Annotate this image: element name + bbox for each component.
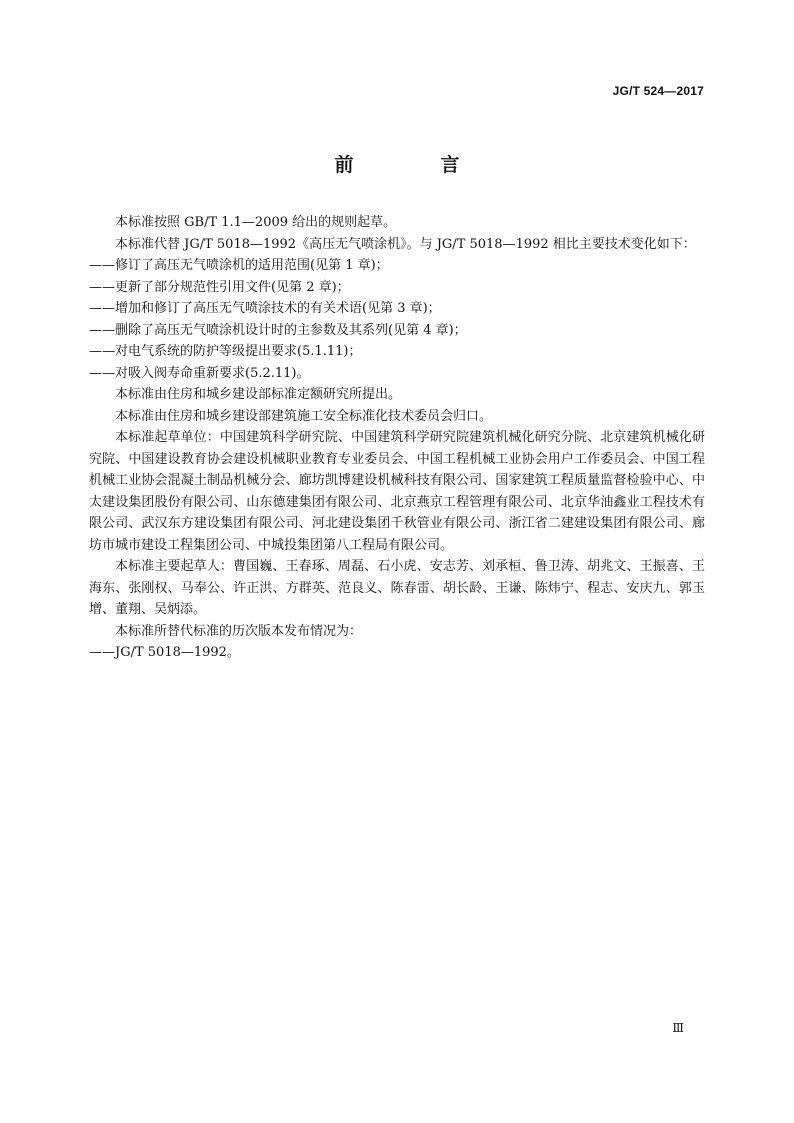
paragraph-drafting-units: 本标准起草单位：中国建筑科学研究院、中国建筑科学研究院建筑机械化研究分院、北京建筑机械化研究院、中国建设教育协会建设机械职业教育专业委员会、中国工程机械工业协会用户工作委员会、中国工程机械工业协会混凝土制品机械分会、廊坊凯博建设机械科技有限公司、国家建筑工程质量监督检验中心、中太建设集团股份有限公司、山东德建集团有限公司、北京燕京工程管理有限公司、北京华油鑫业工程技术有限公司、武汉东方建设集团有限公司、河北建设集团千秋管业有限公司、浙江省二建建设集团有限公司、廊坊市城市建设工程集团公司、中城投集团第八工程局有限公司。 [89,430,705,553]
paragraph-proposer: 本标准由住房和城乡建设部标准定额研究所提出。 [115,387,402,402]
foreword-body [89,212,705,664]
change-item: ——删除了高压无气喷涂机设计时的主参数及其系列(见第 4 章)； [89,322,467,338]
page-number: Ⅲ [672,1021,684,1035]
paragraph-drafters: 本标准主要起草人：曹国巍、王春琢、周磊、石小虎、安志芳、刘承桓、鲁卫涛、胡兆文、王振喜、王海东、张刚权、马奉公、许正洪、方群英、范良义、陈春雷、胡长龄、王谦、陈炜宁、程志、安庆九、郭玉增、董翔、吴炳添。 [89,559,705,617]
change-item: ——对电气系统的防护等级提出要求(5.1.11)； [89,344,362,359]
page-title: 前 言 [334,154,494,176]
paragraph-history-intro: 本标准所替代标准的历次版本发布情况为： [115,623,363,639]
standard-code: JG/T 524—2017 [612,84,704,98]
change-item: ——修订了高压无气喷涂机的适用范围(见第 1 章)； [89,258,389,273]
change-item: ——对吸入阀寿命重新要求(5.2.11)。 [89,365,310,381]
paragraph-drafting-rule: 本标准按照 GB/T 1.1—2009 给出的规则起草。 [115,215,397,230]
change-item: ——更新了部分规范性引用文件(见第 2 章)； [89,279,350,295]
paragraph-replacement: 本标准代替 JG/T 5018—1992《高压无气喷涂机》。与 JG/T 5018—1992 相比主要技术变化如下： [115,236,696,252]
paragraph-committee: 本标准由住房和城乡建设部建筑施工安全标准化技术委员会归口。 [115,408,493,424]
history-item: ——JG/T 5018—1992。 [89,645,240,660]
change-item: ——增加和修订了高压无气喷涂技术的有关术语(见第 3 章)； [89,301,441,316]
